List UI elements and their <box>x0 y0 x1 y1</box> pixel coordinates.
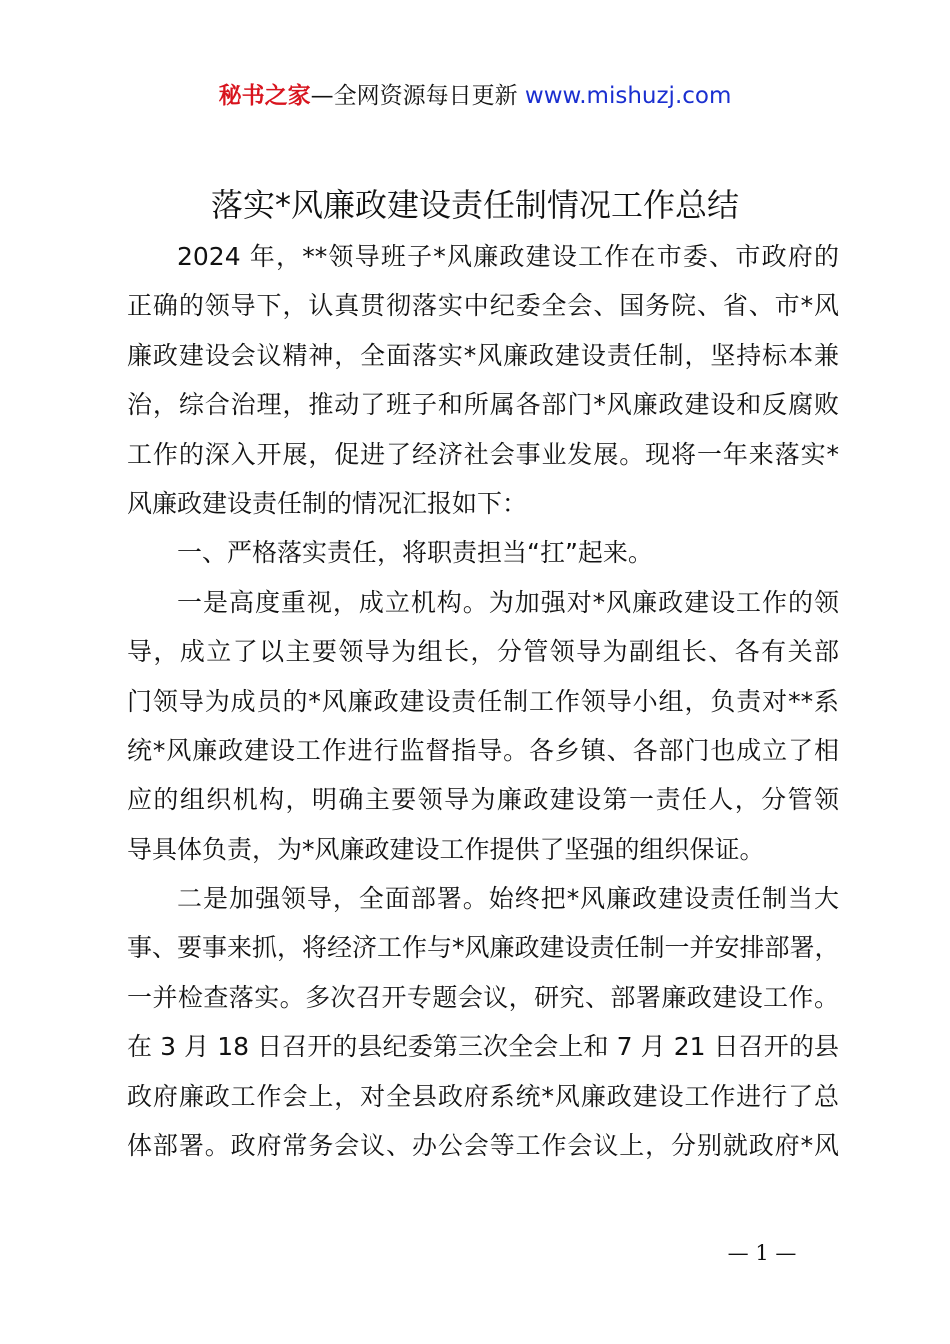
paragraph-line: 统*风廉政建设工作进行监督指导。各乡镇、各部门也成立了相 <box>127 735 839 765</box>
paragraph-line: 应的组织机构，明确主要领导为廉政建设第一责任人，分管领 <box>127 785 839 815</box>
paragraph-line: 导，成立了以主要领导为组长，分管领导为副组长、各有关部 <box>127 637 839 667</box>
paragraph-line: 事、要事来抓，将经济工作与*风廉政建设责任制一并安排部署， <box>127 933 840 963</box>
paragraph-line: 导具体负责，为*风廉政建设工作提供了坚强的组织保证。 <box>127 834 765 864</box>
paragraph-line: 在 3 月 18 日召开的县纪委第三次全会上和 7 月 21 日召开的县 <box>127 1032 839 1062</box>
paragraph-line: 一是高度重视，成立机构。为加强对*风廉政建设工作的领 <box>177 587 839 617</box>
document-body <box>127 232 839 1170</box>
paragraph-line: 二是加强领导，全面部署。始终把*风廉政建设责任制当大 <box>177 884 839 914</box>
paragraph-line: 2024 年，**领导班子*风廉政建设工作在市委、市政府的 <box>177 242 839 271</box>
paragraph-line: 治，综合治理，推动了班子和所属各部门*风廉政建设和反腐败 <box>127 390 839 420</box>
document-title: 落实*风廉政建设责任制情况工作总结 <box>210 186 739 224</box>
paragraph-line: 体部署。政府常务会议、办公会等工作会议上，分别就政府*风 <box>127 1131 839 1161</box>
paragraph-line: 门领导为成员的*风廉政建设责任制工作领导小组，负责对**系 <box>127 686 839 716</box>
paragraph-line: 工作的深入开展，促进了经济社会事业发展。现将一年来落实* <box>127 439 839 469</box>
page-number: — 1 — <box>727 1241 797 1265</box>
site-header <box>0 80 950 112</box>
section-heading: 一、严格落实责任，将职责担当“扛”起来。 <box>177 538 653 568</box>
paragraph-line: 廉政建设会议精神，全面落实*风廉政建设责任制，坚持标本兼 <box>127 340 839 370</box>
site-tagline: —全网资源每日更新 <box>310 83 518 109</box>
site-url-link[interactable]: www.mishuzj.com <box>524 83 732 109</box>
paragraph-line: 正确的领导下，认真贯彻落实中纪委全会、国务院、省、市*风 <box>127 291 839 321</box>
paragraph-line: 风廉政建设责任制的情况汇报如下： <box>127 488 528 518</box>
site-brand: 秘书之家 <box>218 83 311 109</box>
paragraph-line: 一并检查落实。多次召开专题会议，研究、部署廉政建设工作。 <box>127 982 839 1012</box>
paragraph-line: 政府廉政工作会上，对全县政府系统*风廉政建设工作进行了总 <box>127 1081 839 1111</box>
